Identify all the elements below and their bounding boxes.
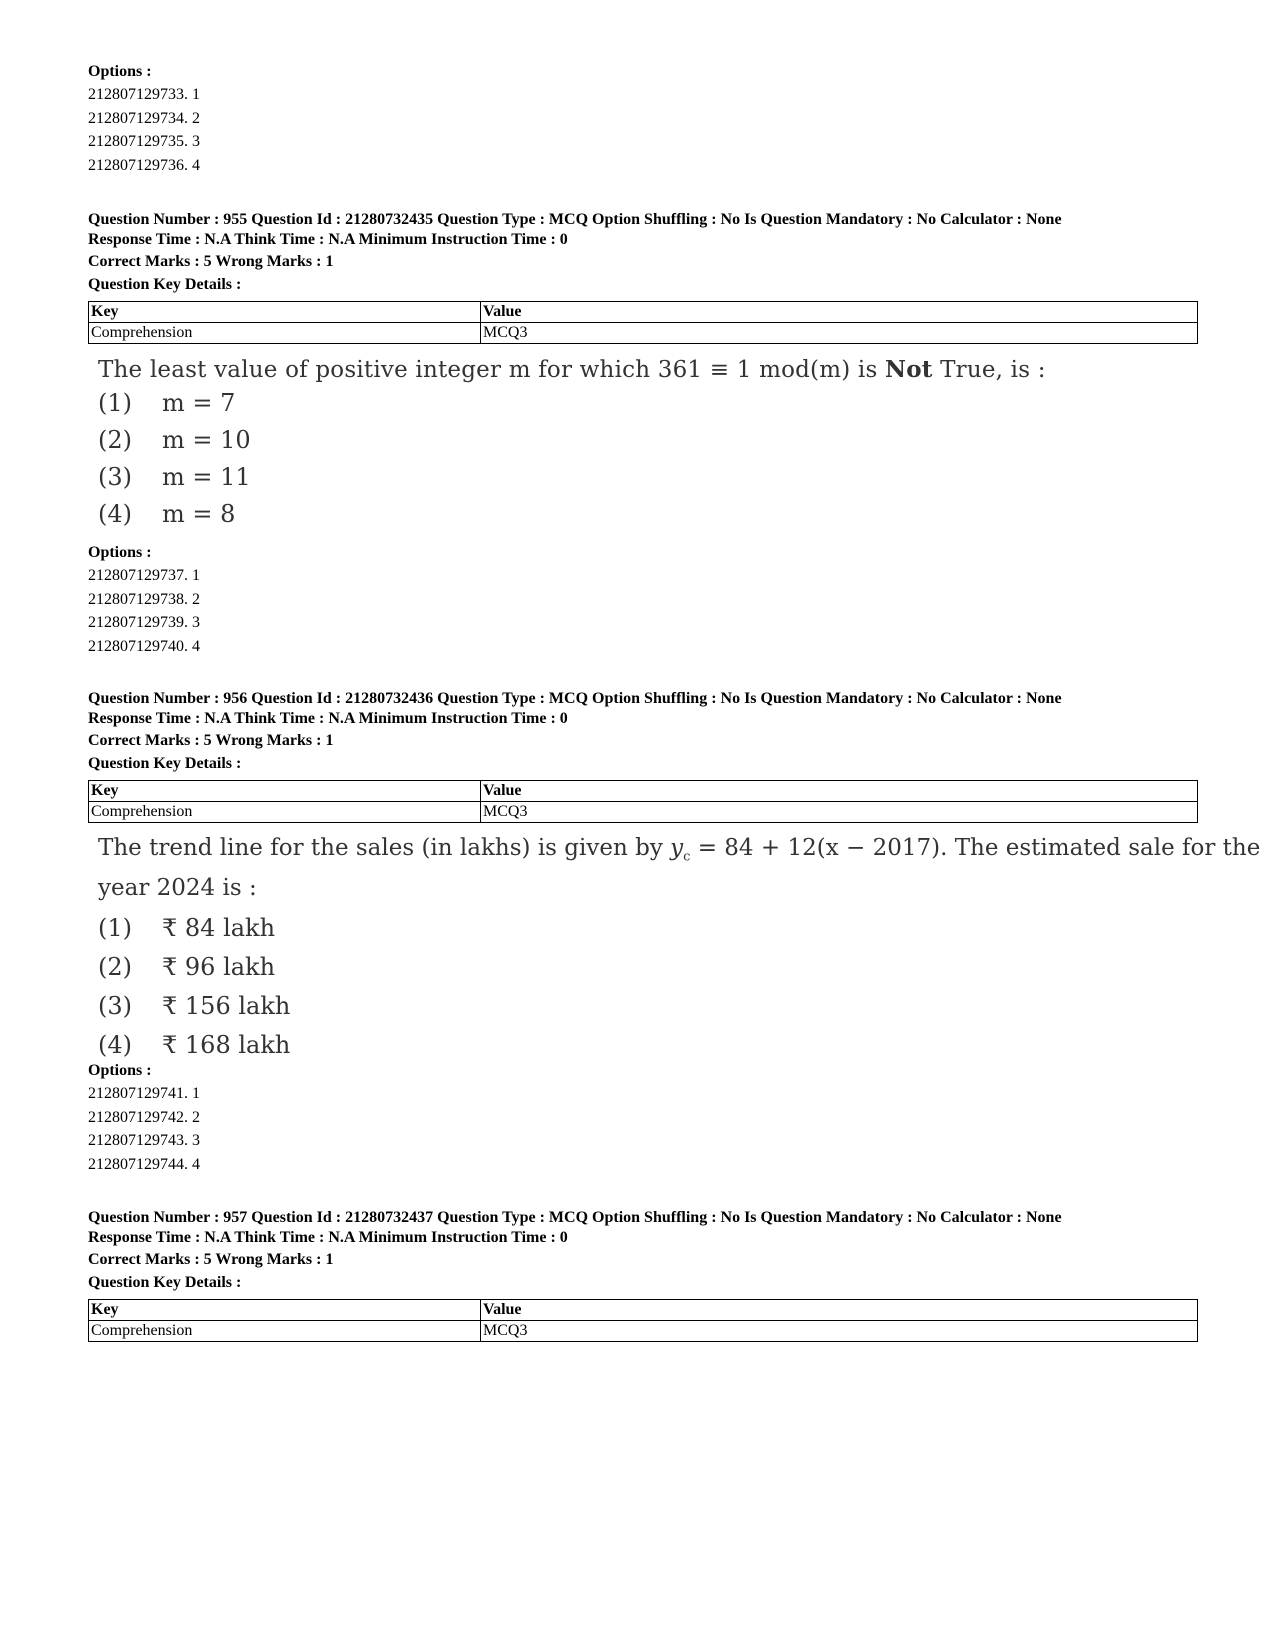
question-marks: Correct Marks : 5 Wrong Marks : 1 (88, 732, 334, 749)
choice-item: (3) ₹ 156 lakh (98, 991, 291, 1020)
question-957-header (88, 1208, 1198, 1294)
options-label: Options : (88, 1062, 152, 1079)
key-cell: Comprehension (89, 1321, 481, 1342)
option-item: 212807129741. 1 (88, 1085, 200, 1102)
options-label: Options : (88, 544, 152, 561)
choice-item: (4) ₹ 168 lakh (98, 1030, 291, 1059)
question-955-body (98, 355, 1046, 533)
key-table (88, 301, 1198, 344)
option-item: 212807129733. 1 (88, 86, 200, 103)
question-timing: Response Time : N.A Think Time : N.A Minimum Instruction Time : 0 (88, 710, 568, 727)
value-header: Value (481, 302, 1198, 323)
question-meta: Question Number : 956 Question Id : 21280732436 Question Type : MCQ Option Shuffling : No Is Question Mandatory : No Calculator : None (88, 690, 1062, 707)
options-label: Options : (88, 63, 152, 80)
key-header: Key (89, 1300, 481, 1321)
option-item: 212807129740. 4 (88, 637, 200, 655)
option-item: 212807129742. 2 (88, 1108, 200, 1126)
option-item: 212807129739. 3 (88, 614, 200, 631)
question-stem: The trend line for the sales (in lakhs) is given by $y_c = 84 + 12(x - 2017)$. The estimated sale for the (98, 835, 1261, 865)
question-timing: Response Time : N.A Think Time : N.A Minimum Instruction Time : 0 (88, 231, 568, 248)
choice-item: (1) m = 7 (98, 389, 236, 417)
question-marks: Correct Marks : 5 Wrong Marks : 1 (88, 253, 334, 270)
key-header: Key (89, 302, 481, 323)
choice-item: (1) ₹ 84 lakh (98, 913, 276, 942)
key-cell: Comprehension (89, 802, 481, 823)
key-details-label: Question Key Details : (88, 755, 242, 772)
value-cell: MCQ3 (481, 323, 1198, 344)
value-header: Value (481, 1300, 1198, 1321)
key-table (88, 1299, 1198, 1342)
choice-item: (3) m = 11 (98, 463, 251, 491)
choice-item: (2) m = 10 (98, 426, 251, 454)
question-956-header (88, 689, 1198, 775)
question-meta: Question Number : 957 Question Id : 21280732437 Question Type : MCQ Option Shuffling : No Is Question Mandatory : No Calculator : None (88, 1209, 1062, 1226)
top-options (88, 61, 200, 177)
question-956-options (88, 1060, 200, 1176)
option-item: 212807129738. 2 (88, 590, 200, 608)
value-cell: MCQ3 (481, 1321, 1198, 1342)
option-item: 212807129736. 4 (88, 156, 200, 174)
question-955-options (88, 542, 200, 658)
key-header: Key (89, 781, 481, 802)
value-header: Value (481, 781, 1198, 802)
question-956-body (98, 833, 1260, 1065)
option-item: 212807129735. 3 (88, 133, 200, 150)
key-table (88, 780, 1198, 823)
key-cell: Comprehension (89, 323, 481, 344)
option-item: 212807129737. 1 (88, 567, 200, 584)
question-stem: The least value of positive integer m for which 361 ≡ 1 mod(m) is Not True, is : (98, 356, 1046, 383)
value-cell: MCQ3 (481, 802, 1198, 823)
option-item: 212807129744. 4 (88, 1155, 200, 1173)
question-meta: Question Number : 955 Question Id : 21280732435 Question Type : MCQ Option Shuffling : No Is Question Mandatory : No Calculator : None (88, 211, 1062, 228)
question-stem-line2: year 2024 is : (98, 874, 257, 901)
choice-item: (4) m = 8 (98, 500, 236, 528)
option-item: 212807129743. 3 (88, 1132, 200, 1149)
question-timing: Response Time : N.A Think Time : N.A Minimum Instruction Time : 0 (88, 1229, 568, 1246)
choice-item: (2) ₹ 96 lakh (98, 952, 276, 981)
question-marks: Correct Marks : 5 Wrong Marks : 1 (88, 1251, 334, 1268)
key-details-label: Question Key Details : (88, 276, 242, 293)
option-item: 212807129734. 2 (88, 109, 200, 127)
key-details-label: Question Key Details : (88, 1274, 242, 1291)
question-955-header (88, 210, 1198, 296)
